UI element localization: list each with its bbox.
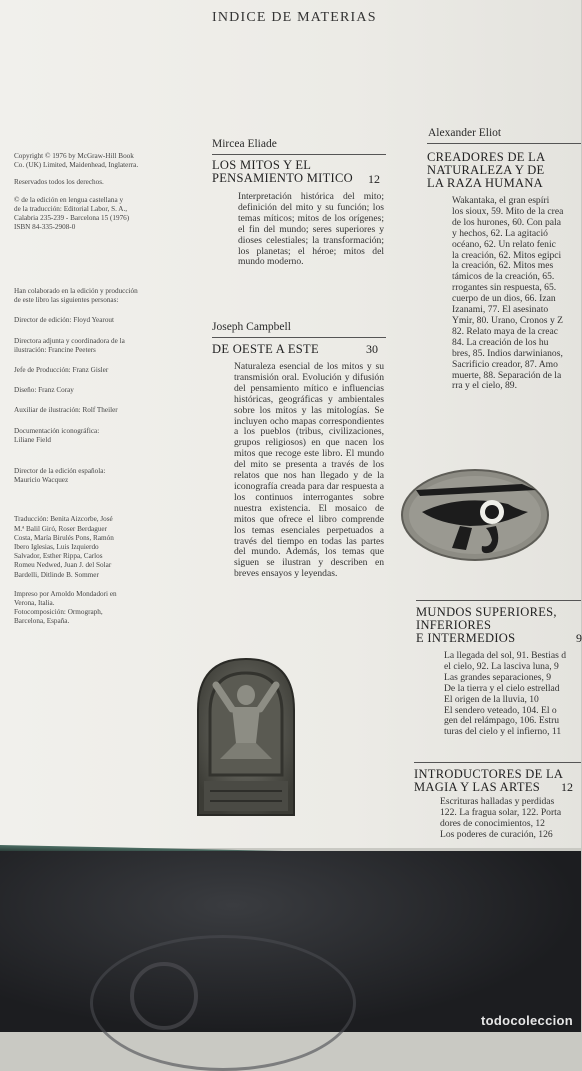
author-eliot: Alexander Eliot xyxy=(428,127,502,139)
summary-campbell: Naturaleza esencial de los mitos y su transmisión oral. Evolución y difusión del pensamiento mítico e influencias históricas, geográficas y ambientales sobre los mitos y las mitologías. Se incluyen ocho mapas correspondientes a los pueblos (tribus, civilizaciones, grupos religiosos) en que nacen los mitos que recoge este libro. El mundo del mito se presenta a través de los relatos que nos han llegado y de la iconografía creada para dar respuesta a los continuos interrogantes sobre nuestra existencia. El mosaico de mitos que ofrece el libro comprende los temas esenciales perpetuados a través del tiempo en todas las partes del mundo. Además, los temas que siguen se ilustran y describen en breves ensayos y leyendas. xyxy=(234,361,384,580)
page-number-magia: 12 xyxy=(561,780,573,794)
credit-iconography: Documentación iconográfica: Liliane Field xyxy=(14,426,100,444)
divider xyxy=(414,762,581,763)
section-title-magia: INTRODUCTORES DE LA MAGIA Y LAS ARTES xyxy=(414,767,564,794)
summary-eliot: Wakantaka, el gran espíri los sioux, 59. Mito de la crea de los hurones, 60. Con pala y hechos, 62. La agitació océano, 62. Un relato fenic la creación, 62. Mitos egipci la creación, 62. Mitos mes támicos de la creación, 65. rrogantes sin respuesta, 65. cuerpo de un dios, 66. Izan Izanami, 77. El asesinato Ymir, 80. Urano, Cronos y Z 82. Relato maya de la creac 84. La creación de los hu bres, 85. Indios darwinianos, Sacrificio creador, 87. Amo muerte, 88. Separación de la rra y el cielo, 89. xyxy=(452,195,564,392)
summary-magia: Escrituras halladas y perdidas 122. La fragua solar, 122. Porta dores de conocimientos, 12 Los poderes de curación, 126 xyxy=(440,796,562,840)
credit-spanish-director: Director de la edición española: Mauricio Wacquez xyxy=(14,467,106,485)
summary-mundos: La llegada del sol, 91. Bestias d el cielo, 92. La lasciva luna, 9 Las grandes separaciones, 9 De la tierra y el cielo estrellad El origen de la lluvia, 10 El sendero veteado, 104. El o gen del relámpago, 106. Estru turas del cielo y el infierno, 11 xyxy=(444,650,567,738)
author-campbell: Joseph Campbell xyxy=(212,321,291,333)
divider xyxy=(427,143,581,144)
summary-eliade: Interpretación histórica del mito; definición del mito y su función; los temas míticos; mitos de los orígenes; el fin del mundo; seres superiores y dioses celestiales; la transformación; los planetas; el héroe; mitos del mundo moderno. xyxy=(238,191,384,268)
credits-column xyxy=(14,152,158,237)
credit-illustration: Auxiliar de ilustración: Rolf Theiler xyxy=(14,406,118,415)
page-header: INDICE DE MATERIAS xyxy=(212,10,377,25)
collaborators-block xyxy=(14,287,158,632)
credit-design: Diseño: Franz Coray xyxy=(14,386,74,395)
relief-figure-image xyxy=(190,655,302,818)
divider xyxy=(212,154,386,155)
credit-adjunct-director: Directora adjunta y coordinadora de la ilustración: Francine Peeters xyxy=(14,336,125,354)
eye-of-horus-image xyxy=(400,468,550,562)
credit-printing: Impreso por Arnoldo Mondadori en Verona, Italia. Fotocomposición: Ormograph, Barcelona, España. xyxy=(14,589,117,626)
spanish-edition-text: © de la edición en lengua castellana y de la traducción: Editorial Labor, S. A., Calabria 235-239 - Barcelona 15 (1976) ISBN 84-335-2908-0 xyxy=(14,195,130,232)
copyright-text: Copyright © 1976 by McGraw-Hill Book Co. (UK) Limited, Maidenhead, Inglaterra. xyxy=(14,152,139,170)
credit-translation: Traducción: Benita Aizcorbe, José M.ª Balil Giró, Roser Berdaguer Costa, María Birulés Pons, Ramón Ibero Iglesias, Luis Izquierdo Salvador, Esther Rippa, Carlos Romeu Nedwed, Juan J. del Solar Bardelli, Ditlinde B. Sommer xyxy=(14,515,114,579)
credit-director: Director de edición: Floyd Yearout xyxy=(14,316,115,325)
author-eliade: Mircea Eliade xyxy=(212,138,277,150)
divider xyxy=(212,337,386,338)
section-title-eliade: LOS MITOS Y EL PENSAMIENTO MITICO xyxy=(212,158,353,185)
page-number-mundos: 9 xyxy=(576,631,582,645)
watermark-logo: todocoleccion xyxy=(480,1013,573,1028)
section-title-eliot: CREADORES DE LA NATURALEZA Y DE LA RAZA HUMANA xyxy=(427,150,546,190)
section-title-mundos: MUNDOS SUPERIORES, INFERIORES E INTERMEDIOS xyxy=(416,605,557,645)
credit-production: Jefe de Producción: Franz Gisler xyxy=(14,366,109,375)
section-title-campbell: DE OESTE A ESTE xyxy=(212,342,319,356)
divider xyxy=(416,600,581,601)
page-number-campbell: 30 xyxy=(366,342,378,356)
rights-text: Reservados todos los derechos. xyxy=(14,178,104,187)
page-number-eliade: 12 xyxy=(368,172,380,186)
collaborators-intro: Han colaborado en la edición y producción de este libro las siguientes personas: xyxy=(14,287,138,305)
